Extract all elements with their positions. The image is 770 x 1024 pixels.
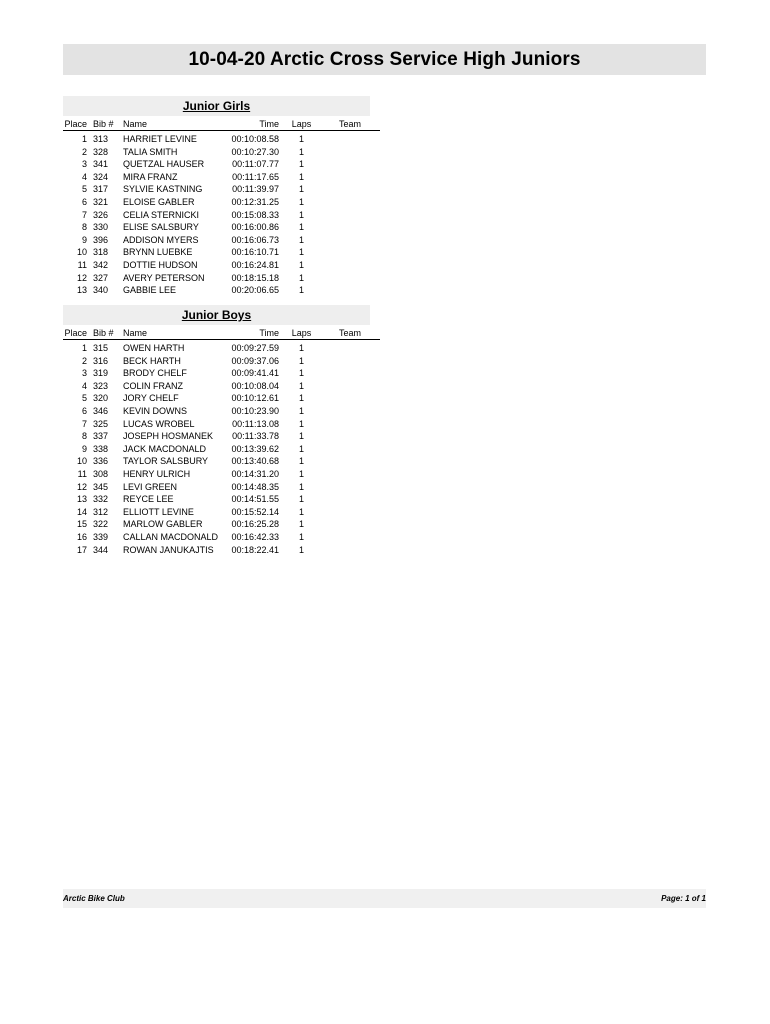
cell-team	[320, 493, 380, 506]
cell-laps: 1	[298, 171, 304, 182]
table-row	[63, 171, 380, 184]
table-row	[63, 405, 380, 418]
cell-laps: 1	[298, 222, 304, 233]
cell-time: 00:16:00.86	[231, 222, 279, 233]
cell-time: 00:11:07.77	[232, 159, 279, 170]
cell-team	[320, 209, 380, 222]
table-row	[63, 272, 380, 285]
cell-laps: 1	[298, 184, 304, 195]
cell-time: 00:15:52.14	[231, 506, 279, 517]
cell-team	[320, 531, 380, 544]
cell-laps: 1	[298, 481, 304, 492]
col-bib: Bib #	[93, 116, 123, 131]
cell-bib: 316	[93, 355, 109, 366]
cell-name: OWEN HARTH	[123, 343, 185, 353]
cell-team	[320, 342, 380, 355]
cell-laps: 1	[298, 259, 304, 270]
cell-team	[320, 443, 380, 456]
table-row	[63, 196, 380, 209]
table-row	[63, 246, 380, 259]
cell-name: BECK HARTH	[123, 355, 181, 366]
cell-team	[320, 183, 380, 196]
cell-place: 2	[81, 146, 87, 157]
cell-laps: 1	[298, 431, 304, 442]
table-row	[63, 158, 380, 171]
results-table	[63, 116, 380, 297]
cell-name: CALLAN MACDONALD	[123, 531, 219, 542]
cell-place: 5	[81, 393, 87, 404]
section-junior-boys	[63, 305, 370, 556]
cell-laps: 1	[298, 418, 304, 429]
cell-bib: 342	[93, 259, 109, 270]
results-table	[63, 325, 380, 556]
cell-time: 00:11:13.08	[232, 418, 279, 429]
cell-team	[320, 284, 380, 297]
col-name: Name	[123, 325, 221, 340]
col-team: Team	[320, 325, 380, 340]
col-place: Place	[63, 116, 93, 131]
cell-bib: 313	[93, 134, 109, 144]
cell-time: 00:18:22.41	[231, 544, 279, 555]
section-junior-girls	[63, 96, 370, 297]
cell-place: 8	[81, 222, 87, 233]
cell-name: MIRA FRANZ	[123, 171, 178, 182]
table-row	[63, 259, 380, 272]
cell-time: 00:12:31.25	[231, 196, 279, 207]
cell-time: 00:14:51.55	[231, 494, 279, 505]
cell-team	[320, 158, 380, 171]
cell-time: 00:16:10.71	[231, 247, 279, 258]
cell-team	[320, 506, 380, 519]
table-row	[63, 544, 380, 557]
cell-team	[320, 468, 380, 481]
cell-time: 00:11:17.65	[232, 171, 279, 182]
cell-place: 7	[81, 209, 87, 220]
cell-laps: 1	[298, 506, 304, 517]
table-header-row	[63, 116, 380, 131]
cell-place: 5	[81, 184, 87, 195]
table-row	[63, 531, 380, 544]
table-row	[63, 342, 380, 355]
cell-time: 00:10:08.58	[231, 134, 279, 144]
page-footer	[63, 889, 706, 908]
cell-time: 00:14:48.35	[231, 481, 279, 492]
cell-name: LUCAS WROBEL	[123, 418, 195, 429]
cell-bib: 396	[93, 234, 109, 245]
cell-place: 2	[81, 355, 87, 366]
cell-place: 3	[81, 159, 87, 170]
cell-team	[320, 405, 380, 418]
cell-place: 4	[81, 171, 87, 182]
cell-time: 00:09:27.59	[231, 343, 279, 353]
col-time: Time	[221, 116, 283, 131]
col-time: Time	[221, 325, 283, 340]
cell-place: 17	[76, 544, 87, 555]
cell-name: ELLIOTT LEVINE	[123, 506, 194, 517]
cell-name: CELIA STERNICKI	[123, 209, 200, 220]
cell-name: MARLOW GABLER	[123, 519, 203, 530]
cell-name: SYLVIE KASTNING	[123, 184, 203, 195]
cell-team	[320, 392, 380, 405]
cell-bib: 340	[93, 285, 109, 296]
cell-time: 00:09:37.06	[231, 355, 279, 366]
table-row	[63, 455, 380, 468]
cell-place: 10	[76, 456, 87, 467]
cell-laps: 1	[298, 355, 304, 366]
cell-bib: 345	[93, 481, 109, 492]
cell-place: 7	[81, 418, 87, 429]
cell-team	[320, 430, 380, 443]
cell-bib: 312	[93, 506, 109, 517]
table-row	[63, 183, 380, 196]
table-row	[63, 430, 380, 443]
cell-name: REYCE LEE	[123, 494, 174, 505]
cell-time: 00:10:12.61	[231, 393, 279, 404]
cell-laps: 1	[298, 146, 304, 157]
cell-place: 9	[81, 234, 87, 245]
cell-name: JOSEPH HOSMANEK	[123, 431, 214, 442]
cell-team	[320, 133, 380, 146]
cell-bib: 330	[93, 222, 109, 233]
cell-time: 00:11:39.97	[232, 184, 279, 195]
cell-name: AVERY PETERSON	[123, 272, 205, 283]
cell-team	[320, 221, 380, 234]
col-place: Place	[63, 325, 93, 340]
cell-team	[320, 455, 380, 468]
cell-laps: 1	[298, 531, 304, 542]
cell-name: TALIA SMITH	[123, 146, 178, 157]
cell-time: 00:14:31.20	[231, 468, 279, 479]
cell-bib: 315	[93, 343, 109, 353]
cell-laps: 1	[298, 247, 304, 258]
cell-bib: 320	[93, 393, 109, 404]
cell-bib: 328	[93, 146, 109, 157]
cell-name: QUETZAL HAUSER	[123, 159, 205, 170]
cell-team	[320, 380, 380, 393]
table-header-row	[63, 325, 380, 340]
cell-place: 15	[76, 519, 87, 530]
cell-place: 13	[76, 285, 87, 296]
cell-bib: 319	[93, 368, 109, 379]
cell-time: 00:16:06.73	[231, 234, 279, 245]
cell-place: 6	[81, 405, 87, 416]
cell-name: ADDISON MYERS	[123, 234, 199, 245]
table-row	[63, 355, 380, 368]
cell-name: LEVI GREEN	[123, 481, 178, 492]
title-bar	[63, 44, 706, 75]
cell-place: 13	[76, 494, 87, 505]
cell-team	[320, 272, 380, 285]
cell-name: KEVIN DOWNS	[123, 405, 188, 416]
cell-team	[320, 246, 380, 259]
cell-bib: 317	[93, 184, 109, 195]
cell-time: 00:10:08.04	[231, 380, 279, 391]
cell-bib: 318	[93, 247, 109, 258]
cell-bib: 324	[93, 171, 109, 182]
cell-place: 11	[77, 259, 87, 270]
cell-team	[320, 481, 380, 494]
cell-laps: 1	[298, 343, 304, 353]
cell-name: TAYLOR SALSBURY	[123, 456, 209, 467]
cell-name: JORY CHELF	[123, 393, 179, 404]
cell-place: 12	[76, 481, 87, 492]
cell-time: 00:10:27.30	[231, 146, 279, 157]
section-heading-bar	[63, 305, 370, 325]
cell-laps: 1	[298, 159, 304, 170]
cell-place: 11	[77, 468, 87, 479]
cell-place: 8	[81, 431, 87, 442]
cell-bib: 341	[93, 159, 109, 170]
cell-bib: 308	[93, 468, 109, 479]
table-row	[63, 133, 380, 146]
cell-place: 12	[76, 272, 87, 283]
cell-bib: 339	[93, 531, 109, 542]
col-bib: Bib #	[93, 325, 123, 340]
cell-team	[320, 146, 380, 159]
table-row	[63, 481, 380, 494]
cell-laps: 1	[298, 405, 304, 416]
cell-laps: 1	[298, 234, 304, 245]
cell-time: 00:18:15.18	[231, 272, 279, 283]
cell-team	[320, 367, 380, 380]
table-row	[63, 234, 380, 247]
footer-club-name: Arctic Bike Club	[63, 894, 125, 903]
cell-bib: 325	[93, 418, 109, 429]
cell-laps: 1	[298, 443, 304, 454]
cell-place: 6	[81, 196, 87, 207]
cell-bib: 336	[93, 456, 109, 467]
cell-bib: 321	[93, 196, 109, 207]
table-row	[63, 392, 380, 405]
cell-name: HARRIET LEVINE	[123, 134, 197, 144]
cell-place: 4	[81, 380, 87, 391]
cell-place: 1	[81, 343, 87, 353]
cell-team	[320, 196, 380, 209]
col-name: Name	[123, 116, 221, 131]
cell-laps: 1	[298, 134, 304, 144]
table-row	[63, 284, 380, 297]
cell-place: 14	[76, 506, 87, 517]
cell-laps: 1	[298, 494, 304, 505]
cell-laps: 1	[298, 544, 304, 555]
cell-team	[320, 259, 380, 272]
cell-laps: 1	[298, 368, 304, 379]
cell-laps: 1	[298, 285, 304, 296]
cell-team	[320, 355, 380, 368]
cell-time: 00:13:39.62	[231, 443, 279, 454]
col-team: Team	[320, 116, 380, 131]
table-row	[63, 146, 380, 159]
cell-team	[320, 544, 380, 557]
cell-time: 00:16:24.81	[231, 259, 279, 270]
table-row	[63, 367, 380, 380]
cell-name: ELOISE GABLER	[123, 196, 195, 207]
table-row	[63, 518, 380, 531]
cell-bib: 326	[93, 209, 109, 220]
table-row	[63, 443, 380, 456]
page-title: 10-04-20 Arctic Cross Service High Juniors	[188, 48, 581, 70]
cell-laps: 1	[298, 380, 304, 391]
cell-place: 1	[81, 134, 87, 144]
table-row	[63, 418, 380, 431]
table-row	[63, 493, 380, 506]
cell-laps: 1	[298, 196, 304, 207]
cell-bib: 344	[93, 544, 109, 555]
cell-place: 10	[76, 247, 87, 258]
cell-name: ELISE SALSBURY	[123, 222, 199, 233]
table-row	[63, 506, 380, 519]
cell-place: 16	[76, 531, 87, 542]
section-heading: Junior Boys	[181, 308, 252, 322]
cell-place: 3	[81, 368, 87, 379]
table-row	[63, 221, 380, 234]
section-heading-bar	[63, 96, 370, 116]
cell-team	[320, 234, 380, 247]
col-laps: Laps	[283, 116, 320, 131]
cell-name: JACK MACDONALD	[123, 443, 207, 454]
table-row	[63, 468, 380, 481]
cell-laps: 1	[298, 393, 304, 404]
cell-name: BRYNN LUEBKE	[123, 247, 193, 258]
cell-time: 00:16:25.28	[231, 519, 279, 530]
footer-page-number: Page: 1 of 1	[661, 894, 706, 903]
cell-bib: 327	[93, 272, 109, 283]
section-heading: Junior Girls	[182, 99, 251, 113]
cell-bib: 323	[93, 380, 109, 391]
cell-name: DOTTIE HUDSON	[123, 259, 198, 270]
cell-name: GABBIE LEE	[123, 285, 177, 296]
cell-time: 00:10:23.90	[231, 405, 279, 416]
cell-name: COLIN FRANZ	[123, 380, 184, 391]
table-row	[63, 209, 380, 222]
cell-team	[320, 518, 380, 531]
cell-laps: 1	[298, 272, 304, 283]
cell-time: 00:11:33.78	[232, 431, 279, 442]
cell-team	[320, 171, 380, 184]
cell-laps: 1	[298, 519, 304, 530]
cell-team	[320, 418, 380, 431]
cell-name: HENRY ULRICH	[123, 468, 191, 479]
cell-laps: 1	[298, 468, 304, 479]
cell-time: 00:13:40.68	[231, 456, 279, 467]
cell-name: BRODY CHELF	[123, 368, 187, 379]
table-row	[63, 380, 380, 393]
cell-bib: 322	[93, 519, 109, 530]
cell-time: 00:09:41.41	[231, 368, 279, 379]
cell-name: ROWAN JANUKAJTIS	[123, 544, 214, 555]
cell-time: 00:20:06.65	[231, 285, 279, 296]
col-laps: Laps	[283, 325, 320, 340]
cell-laps: 1	[298, 209, 304, 220]
cell-place: 9	[81, 443, 87, 454]
cell-bib: 338	[93, 443, 109, 454]
cell-bib: 332	[93, 494, 109, 505]
cell-time: 00:15:08.33	[231, 209, 279, 220]
cell-bib: 337	[93, 431, 109, 442]
cell-laps: 1	[298, 456, 304, 467]
cell-bib: 346	[93, 405, 109, 416]
cell-time: 00:16:42.33	[231, 531, 279, 542]
